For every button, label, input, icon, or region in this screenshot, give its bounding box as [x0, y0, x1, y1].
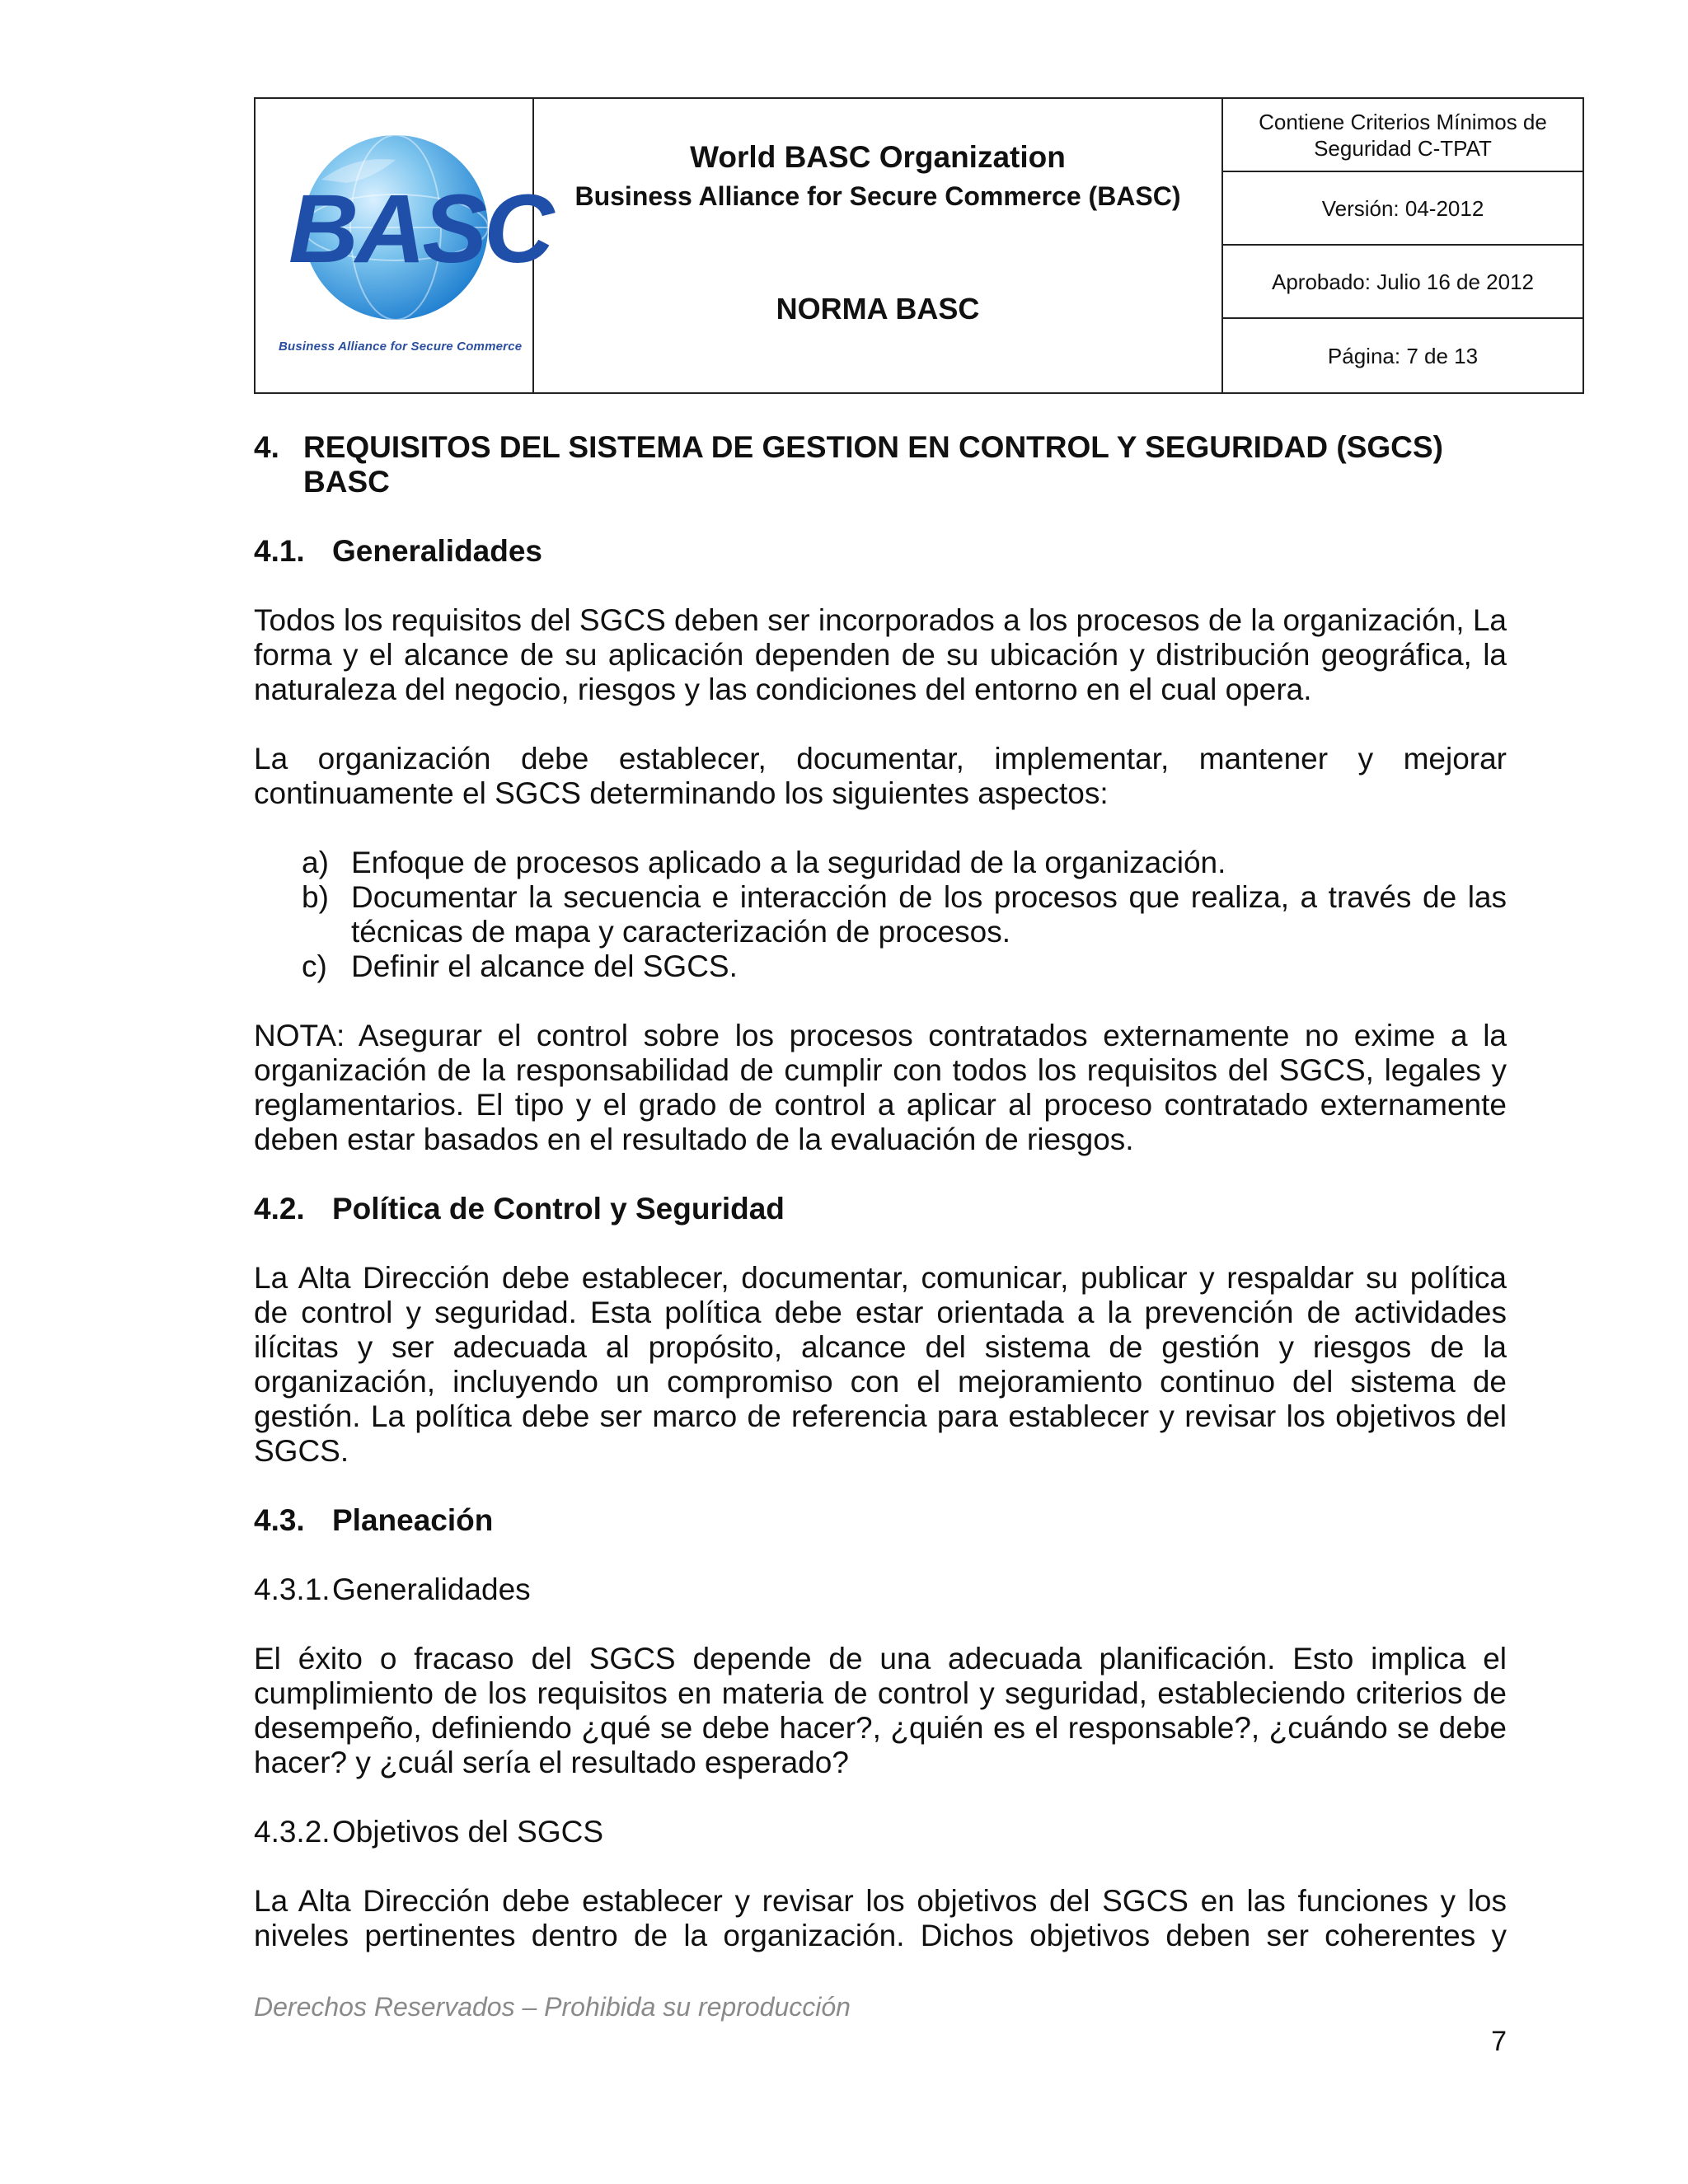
logo-wordmark: BASC	[288, 175, 551, 284]
section-title: Política de Control y Seguridad	[332, 1192, 785, 1226]
section-title: Generalidades	[332, 534, 543, 568]
section-number: 4.3.1.	[254, 1572, 331, 1606]
section-4-3-heading	[254, 1503, 1507, 1538]
section-4-3-2-heading	[254, 1815, 1507, 1849]
version-cell	[1223, 172, 1582, 246]
document-header-table	[254, 97, 1584, 394]
list-item	[254, 880, 1507, 949]
paragraph: La Alta Dirección debe establecer y revisar los objetivos del SGCS en las funciones y los niveles pertinentes dentro de la organización. Dichos objetivos deben ser coherentes y	[254, 1884, 1507, 1952]
section-4-3-1-heading	[254, 1572, 1507, 1607]
paragraph: La organización debe establecer, documentar, implementar, mantener y mejorar continuamente el SGCS determinando los siguientes aspectos:	[254, 742, 1507, 810]
page-cell	[1223, 319, 1582, 392]
list-text: Enfoque de procesos aplicado a la seguridad de la organización.	[351, 846, 1226, 879]
logo-caption: Business Alliance for Secure Commerce	[279, 340, 523, 354]
paragraph: Todos los requisitos del SGCS deben ser incorporados a los procesos de la organización, La forma y el alcance de su aplicación dependen de su ubicación y distribución geográfica, la naturaleza del negocio, riesgos y las condiciones del entorno en el cual opera.	[254, 603, 1507, 706]
section-title: Planeación	[332, 1503, 494, 1537]
version-text: Versión: 04-2012	[1321, 195, 1484, 221]
aspects-list	[254, 846, 1507, 984]
list-text: Definir el alcance del SGCS.	[351, 949, 738, 983]
section-4-heading	[254, 430, 1507, 499]
section-title: Objetivos del SGCS	[332, 1815, 604, 1849]
list-text: Documentar la secuencia e interacción de los procesos que realiza, a través de las técnicas de mapa y caracterización de procesos.	[351, 880, 1507, 949]
organization-name: World BASC Organization	[690, 140, 1066, 174]
list-item	[254, 949, 1507, 984]
section-number: 4.1.	[254, 534, 305, 568]
list-marker: b)	[302, 880, 329, 914]
header-title-cell	[534, 99, 1223, 392]
list-marker: a)	[302, 846, 329, 879]
header-meta-cells	[1223, 99, 1582, 392]
approved-cell	[1223, 246, 1582, 319]
page-number: 7	[1491, 2026, 1507, 2057]
page-text: Página: 7 de 13	[1327, 343, 1479, 368]
section-number: 4.	[254, 430, 279, 464]
logo-cell	[256, 99, 551, 392]
section-4-1-heading	[254, 534, 1507, 569]
document-title: NORMA BASC	[776, 292, 980, 326]
document-body	[254, 430, 1507, 1953]
alliance-name: Business Alliance for Secure Commerce (BASC)	[574, 181, 1181, 211]
list-item	[254, 846, 1507, 880]
section-number: 4.2.	[254, 1192, 305, 1226]
approved-text: Aprobado: Julio 16 de 2012	[1271, 269, 1535, 294]
section-title: REQUISITOS DEL SISTEMA DE GESTION EN CONTROL Y SEGURIDAD (SGCS) BASC	[303, 430, 1443, 499]
paragraph: El éxito o fracaso del SGCS depende de una adecuada planificación. Esto implica el cumplimiento de los requisitos en materia de control y seguridad, estableciendo criterios de desempeño, definiendo ¿qué se debe hacer?, ¿quién es el responsable?, ¿cuándo se debe hacer? y ¿cuál sería el resultado esperado?	[254, 1642, 1507, 1779]
paragraph: La Alta Dirección debe establecer, documentar, comunicar, publicar y respaldar su política de control y seguridad. Esta política debe estar orientada a la prevención de actividades ilícitas y ser adecuada al propósito, alcance del sistema de gestión y riesgos de la organización, incluyendo un compromiso con el mejoramiento continuo del sistema de gestión. La política debe ser marco de referencia para establecer y revisar los objetivos del SGCS.	[254, 1261, 1507, 1468]
section-number: 4.3.	[254, 1503, 305, 1537]
list-marker: c)	[302, 949, 327, 983]
rights-reserved-note: Derechos Reservados – Prohibida su reproducción	[254, 1992, 851, 2022]
criteria-text: Contiene Criterios Mínimos de Seguridad C-TPAT	[1259, 109, 1547, 161]
section-number: 4.3.2.	[254, 1815, 331, 1849]
section-4-2-heading	[254, 1192, 1507, 1226]
section-title: Generalidades	[332, 1572, 531, 1606]
note-paragraph: NOTA: Asegurar el control sobre los procesos contratados externamente no exime a la organización de la responsabilidad de cumplir con todos los requisitos del SGCS, legales y reglamentarios. El tipo y el grado de control a aplicar al proceso contratado externamente deben estar basados en el resultado de la evaluación de riesgos.	[254, 1019, 1507, 1156]
criteria-cell	[1223, 99, 1582, 172]
